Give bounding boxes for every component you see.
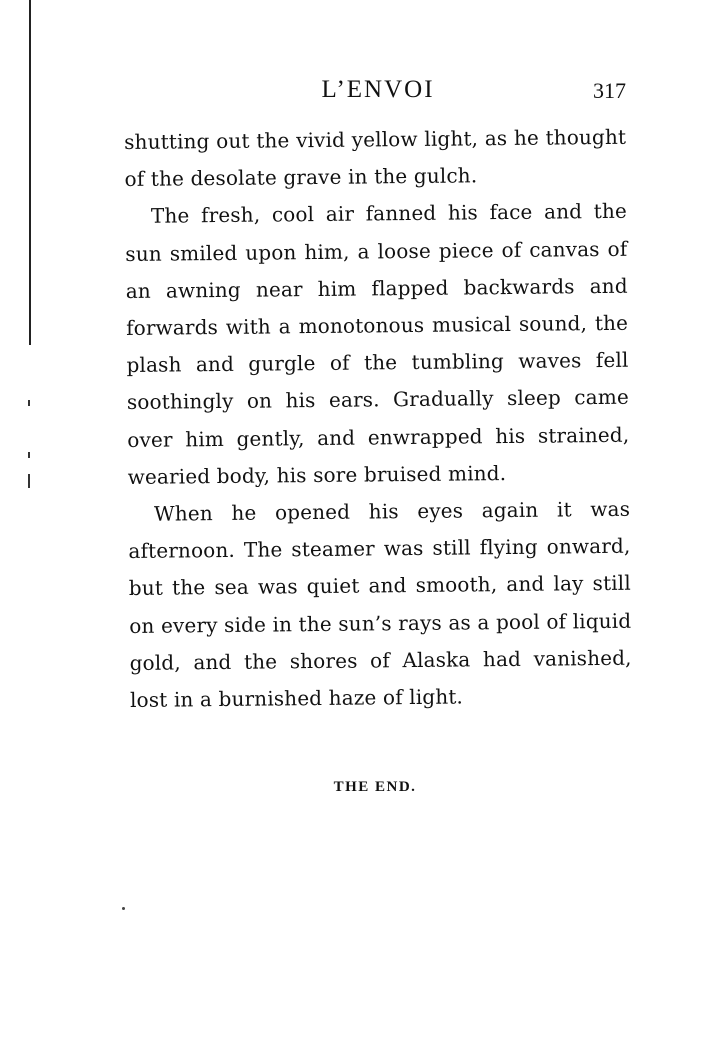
scan-gutter-mark [28, 452, 30, 458]
scan-speck [122, 907, 125, 910]
scan-gutter-mark [28, 400, 30, 406]
scan-gutter-mark [28, 474, 30, 488]
body-text [124, 119, 632, 719]
scan-gutter-line [29, 0, 31, 345]
paragraph: When he opened his eyes again it was afternoon. The steamer was still flying onward, but the sea was quiet and smooth, and lay still on every side in the sun’s rays as a pool of liquid gold, and the shores of Alaska had vanished, lost in a burnished haze of light. [128, 496, 632, 713]
paragraph: shutting out the vivid yellow light, as he thought of the desolate grave in the gulch. [124, 124, 627, 192]
running-head [120, 76, 630, 110]
page-number: 317 [593, 78, 626, 103]
chapter-title: L’ENVOI [321, 76, 435, 103]
the-end-label: THE END. [333, 779, 417, 795]
paragraph: The fresh, cool air fanned his face and the sun smiled upon him, a loose piece of canvas of an awning near him flapped backwards and forwards with a monotonous musical sound, the plash and gurgle of the tumbling waves fell soothingly on his ears. Gradually sleep came over him gently, and enwrapped his strained, wearied body, his sore bruised mind. [125, 199, 630, 489]
